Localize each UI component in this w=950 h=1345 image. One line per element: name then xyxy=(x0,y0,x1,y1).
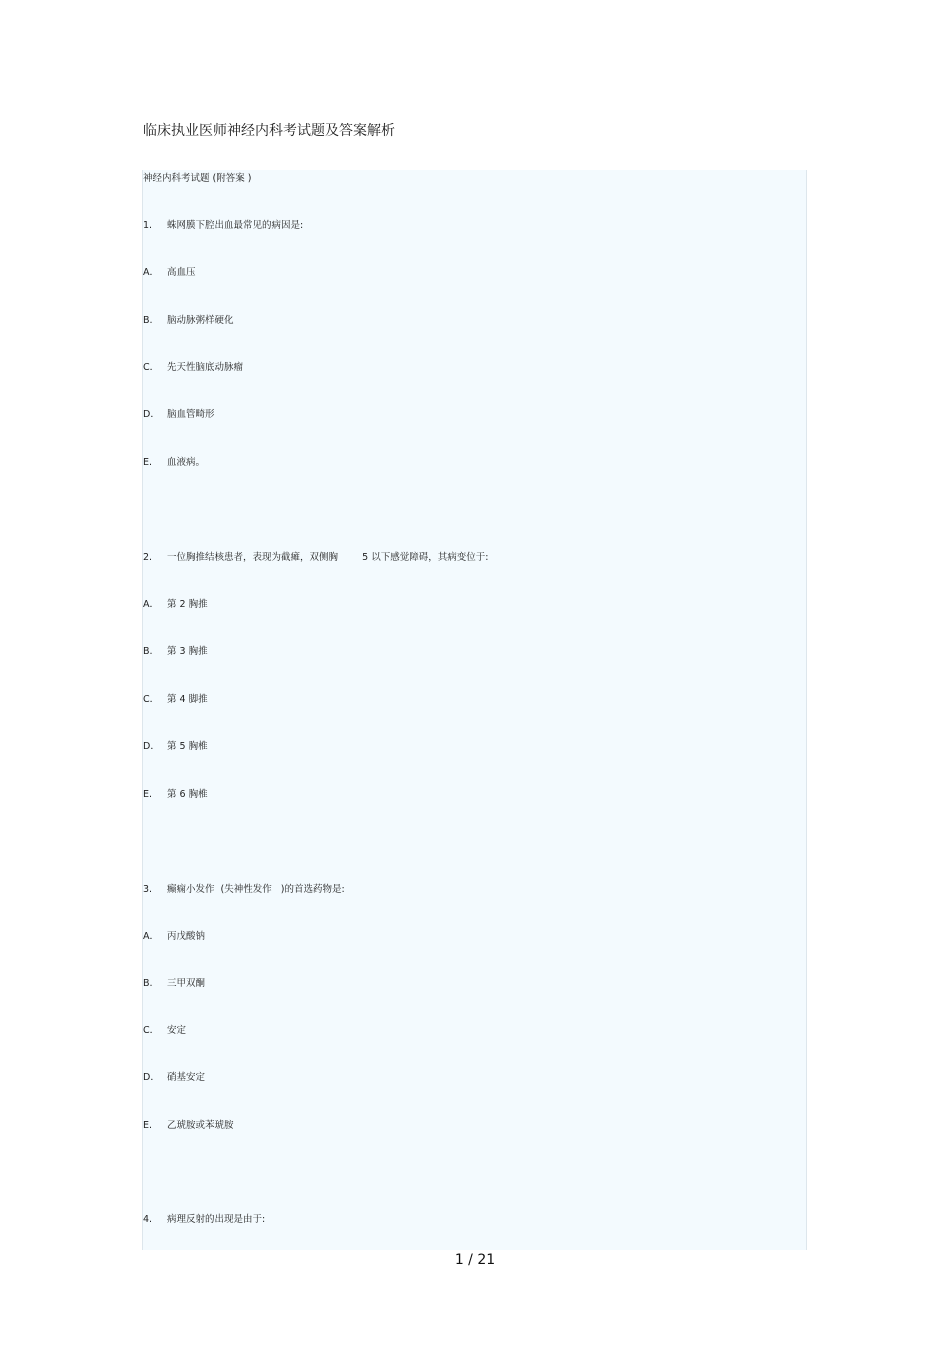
option-text: 第 3 胸推 xyxy=(167,646,208,657)
option-letter: A． xyxy=(143,931,159,942)
option-letter: D． xyxy=(143,741,160,752)
option-letter: A． xyxy=(143,267,159,278)
document-title: 临床执业医师神经内科考试题及答案解析 xyxy=(143,123,395,139)
option-text: 血液病。 xyxy=(167,457,206,468)
option-text: 安定 xyxy=(167,1025,187,1036)
option-text: 第 4 脚推 xyxy=(167,694,208,705)
option-text: 第 5 胸椎 xyxy=(167,741,208,752)
question-2-option-b xyxy=(143,643,208,657)
question-3-number: 3. xyxy=(143,884,153,895)
question-1 xyxy=(143,217,303,231)
option-letter: B. xyxy=(143,315,153,326)
option-letter: D． xyxy=(143,1072,160,1083)
option-letter: C． xyxy=(143,694,160,705)
question-1-number: 1. xyxy=(143,220,153,231)
question-3-option-b xyxy=(143,975,205,989)
option-text: 硝基安定 xyxy=(167,1072,206,1083)
question-3 xyxy=(143,881,345,895)
question-2-number: 2. xyxy=(143,552,153,563)
option-letter: E. xyxy=(143,457,153,468)
question-3-option-e xyxy=(143,1117,234,1131)
option-text: 第 2 胸推 xyxy=(167,599,208,610)
question-4-number: 4. xyxy=(143,1214,153,1225)
option-letter: A． xyxy=(143,599,159,610)
question-2-text: 一位胸推结核患者，表现为截瘫，双侧胸 5 以下感觉障碍，其病变位于: xyxy=(167,552,489,563)
question-2 xyxy=(143,549,488,563)
question-1-option-a xyxy=(143,264,196,278)
question-1-text: 蛛网膜下腔出血最常见的病因是: xyxy=(167,220,304,231)
content-panel xyxy=(142,170,807,1250)
option-letter: C． xyxy=(143,362,160,373)
question-2-option-c xyxy=(143,691,208,705)
question-1-option-b xyxy=(143,312,234,326)
option-text: 脑血管畸形 xyxy=(167,409,215,420)
page-indicator: 1 / 21 xyxy=(454,1252,496,1268)
option-text: 先天性脑底动脉瘤 xyxy=(167,362,244,373)
option-text: 脑动脉粥样硬化 xyxy=(167,315,234,326)
option-letter: D． xyxy=(143,409,160,420)
question-1-option-d xyxy=(143,406,215,420)
question-4 xyxy=(143,1211,265,1225)
option-text: 第 6 胸椎 xyxy=(167,789,208,800)
option-letter: B. xyxy=(143,978,153,989)
option-text: 高血压 xyxy=(167,267,196,278)
question-3-text: 癫痫小发作 (失神性发作 )的首选药物是: xyxy=(167,884,345,895)
option-letter: E. xyxy=(143,1120,153,1131)
question-1-option-e xyxy=(143,454,205,468)
option-text: 乙琥胺或苯琥胺 xyxy=(167,1120,234,1131)
question-2-option-e xyxy=(143,786,208,800)
question-3-option-d xyxy=(143,1069,205,1083)
question-3-option-a xyxy=(143,928,205,942)
question-2-option-a xyxy=(143,596,208,610)
option-text: 丙戊酸钠 xyxy=(167,931,206,942)
question-4-text: 病理反射的出现是由于: xyxy=(167,1214,266,1225)
question-1-option-c xyxy=(143,359,243,373)
option-letter: E. xyxy=(143,789,153,800)
option-text: 三甲双酮 xyxy=(167,978,206,989)
option-letter: C． xyxy=(143,1025,160,1036)
option-letter: B. xyxy=(143,646,153,657)
document-subtitle: 神经内科考试题 (附答案 ) xyxy=(143,173,252,184)
question-2-option-d xyxy=(143,738,208,752)
question-3-option-c xyxy=(143,1022,186,1036)
